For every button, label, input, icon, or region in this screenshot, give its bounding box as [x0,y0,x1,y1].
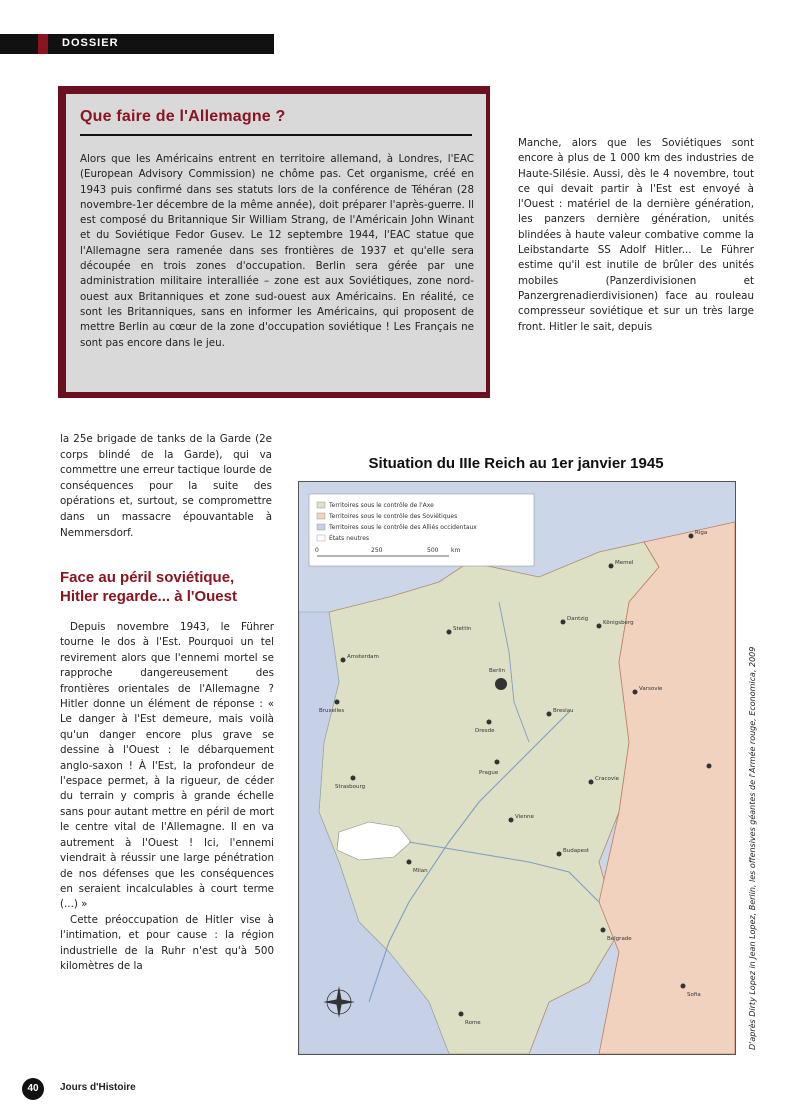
left-column-text-top: la 25e brigade de tanks de la Garde (2e corps blindé de la Garde), qui va commettre une erreur tactique lourde de conséquences pour la suite des opérations et, surtout, se compromettre dans un massacre épouvantable à Nemmersdorf. [60,433,272,539]
map-city: Memel [615,560,634,566]
sidebar-box [66,94,486,392]
paragraph: Depuis novembre 1943, le Führer tourne le dos à l'Est. Pourquoi un tel revirement alors que l'ennemi mortel se rapproche dangereusement des frontières orientales de l'Allemagne ? Hitler donne un élément de réponse : « Le danger à l'Est demeure, mais voilà qu'un danger encore plus grave se dessine à l'Ouest : le débarquement anglo-saxon ! À l'Est, la profondeur de l'espace permet, à la rigueur, de céder du terrain y compris à grande échelle sans pour autant mettre en péril de mort le centre vital de l'Allemagne. Il en va autrement à l'Ouest ! Ici, l'ennemi viendrait à réussir une large pénétration de nos défenses que les conséquences en seraient incalculables à court terme (...) » [60,621,274,911]
legend-item: Territoires sous le contrôle des Alliés occidentaux [329,524,477,531]
map-city: Breslau [553,708,574,714]
map-city: Amsterdam [347,654,379,660]
map-city: Vienne [515,814,534,820]
paragraph: Cette préoccupation de Hitler vise à l'intimation, et pour cause : la région industrielle de la Ruhr n'est qu'à 500 kilomètres de la [60,913,274,972]
legend-item: Territoires sous le contrôle des Soviétiques [329,513,458,520]
map-city: Bruxelles [319,708,345,714]
sidebar-box-title: Que faire de l'Allemagne ? [80,108,286,125]
map-graphic [299,482,735,1054]
legend-item: États neutres [329,535,370,542]
sidebar-box-text: Alors que les Américains entrent en territoire allemand, à Londres, l'EAC (European Advisory Commission) ne chôme pas. Cet organisme, créé en 1943 puis confirmé dans ses statuts lors de la conférence de Téhéran (28 novembre-1er décembre de la même année), doit préparer l'après-guerre. Il est composé du Britannique Sir William Strang, de l'Américain John Winant et du Soviétique Fedor Gusev. Le 12 septembre 1944, l'EAC statue que l'Allemagne sera ramenée dans ses frontières de 1937 et qu'elle sera découpée en trois zones d'occupation. Berlin sera gérée par une administration militaire interalliée – zone est aux Soviétiques, zone nord-ouest aux Britanniques et zone sud-ouest aux Américains. En réalité, ce sont les Britanniques, sans en informer les Américains, qui proposent de mettre Berlin au cœur de la zone d'occupation soviétique ! Les Français ne sont pas encore dans le jeu. [80,153,474,349]
right-column-text: Manche, alors que les Soviétiques sont encore à plus de 1 000 km des industries de Haute-Silésie. Aussi, dès le 4 novembre, tout ce qui devait partir à l'Est est envoyé à l'Ouest : matériel de la dernière génération, les panzers dernière génération, unités blindées à haute valeur combative comme la Leibstandarte SS Adolf Hitler... Le Führer estime qu'il est inutile de brûler des unités mobiles (Panzerdivisionen et Panzergrenadierdivisionen) face au rouleau compresseur soviétique et sur un très large front. Hitler le sait, depuis [518,137,754,333]
map-city: Riga [695,530,708,536]
map-city: Königsberg [603,620,634,626]
section-header-accent [38,34,48,54]
scale-label: 250 [371,547,383,554]
section-header-bar [0,34,274,54]
map-city: Strasbourg [335,784,366,790]
page-number: 40 [22,1078,44,1100]
map-city: Stettin [453,626,472,632]
map-credit: D'après Dirty Lopez in Jean Lopez, Berlin, les offensives géantes de l'Armée rouge, Economica, 2009 [748,646,757,1050]
map-title: Situation du IIIe Reich au 1er janvier 1945 [368,455,664,472]
map-city: Berlin [489,668,505,674]
legend-item: Territoires sous le contrôle de l'Axe [329,502,434,509]
scale-label: km [451,547,461,554]
scale-label: 500 [427,547,439,554]
map-city: Cracovie [595,776,620,782]
map-city: Varsovie [639,686,663,692]
map-city: Prague [479,770,499,776]
map-city: Budapest [563,848,590,854]
magazine-name: Jours d'Histoire [60,1082,136,1093]
section-label: DOSSIER [62,37,119,49]
map-city: Rome [465,1020,481,1026]
map [298,481,736,1055]
map-city: Milan [413,868,428,874]
sidebar-box-rule [80,134,472,136]
map-city: Dresde [475,728,495,734]
map-city: Dantzig [567,616,589,622]
map-city: Belgrade [607,936,632,942]
scale-label: 0 [315,547,319,554]
map-city: Sofia [687,992,701,998]
left-column-text-main [60,620,274,974]
section-heading: Face au péril soviétique, Hitler regarde... à l'Ouest [60,569,237,605]
